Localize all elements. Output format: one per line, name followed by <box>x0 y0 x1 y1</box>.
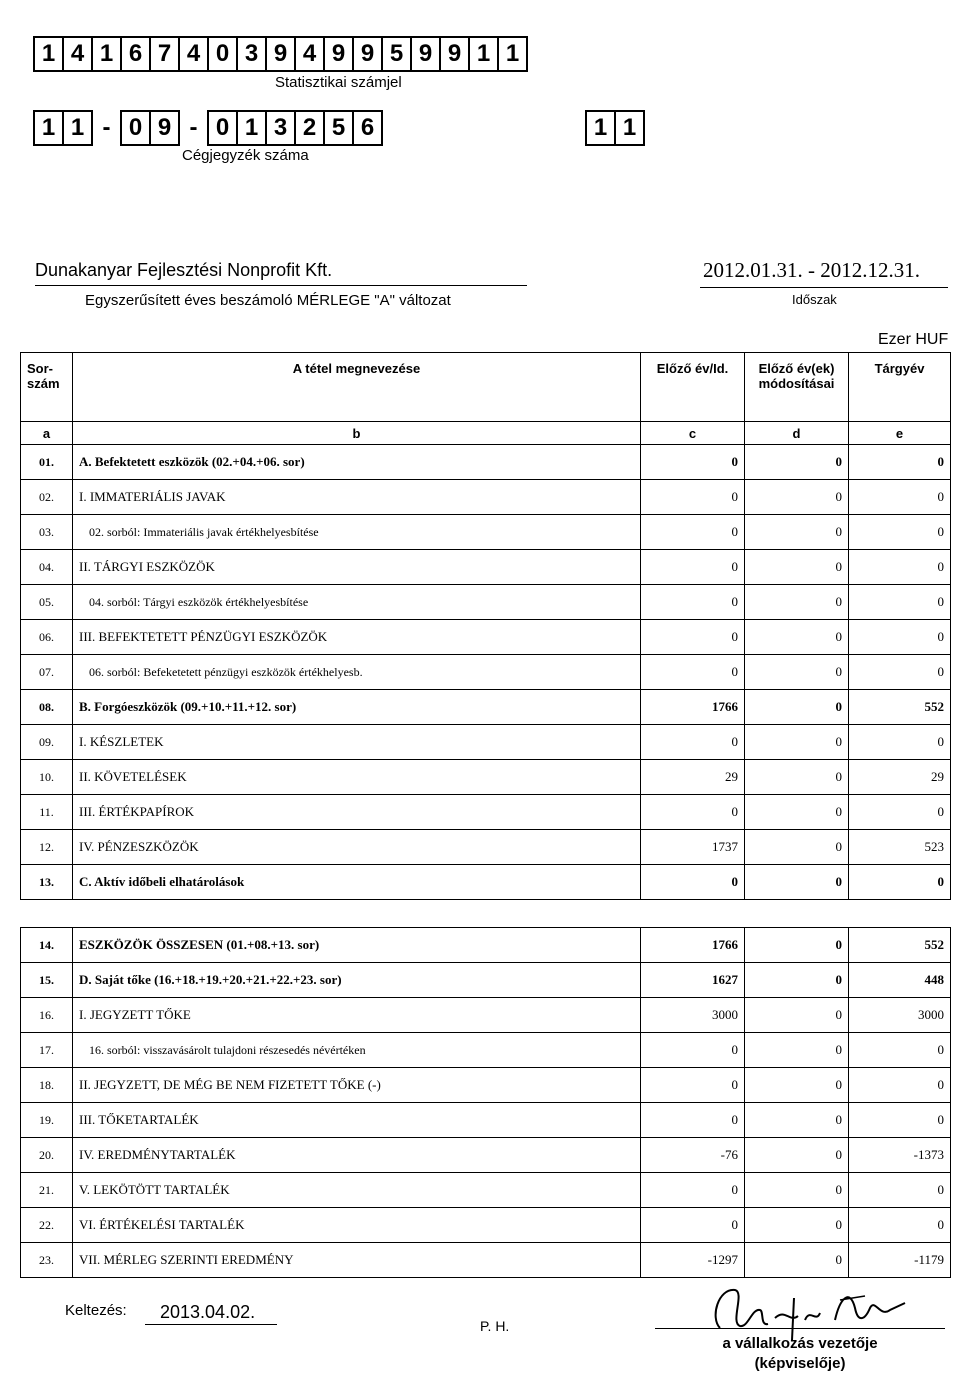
row-previous-year: 0 <box>641 620 745 655</box>
reg-number-digit: 9 <box>149 110 180 146</box>
date-label: Keltezés: <box>65 1302 127 1319</box>
row-current-year: 0 <box>849 550 951 585</box>
statistical-number-caption: Statisztikai számjel <box>275 74 402 91</box>
row-adjustments: 0 <box>745 550 849 585</box>
stat-number-digit: 1 <box>468 36 499 72</box>
stat-number-digit: 4 <box>294 36 325 72</box>
row-current-year: 552 <box>849 690 951 725</box>
row-item-name: VII. MÉRLEG SZERINTI EREDMÉNY <box>73 1243 641 1278</box>
row-current-year: 448 <box>849 963 951 998</box>
header-rule-left <box>35 285 527 286</box>
row-code: 14. <box>21 928 73 963</box>
row-item-name: II. TÁRGYI ESZKÖZÖK <box>73 550 641 585</box>
row-adjustments: 0 <box>745 795 849 830</box>
row-adjustments: 0 <box>745 830 849 865</box>
row-current-year: 0 <box>849 445 951 480</box>
row-adjustments: 0 <box>745 690 849 725</box>
row-previous-year: 0 <box>641 1068 745 1103</box>
row-previous-year: 0 <box>641 1173 745 1208</box>
row-code: 02. <box>21 480 73 515</box>
stat-number-digit: 1 <box>91 36 122 72</box>
row-code: 23. <box>21 1243 73 1278</box>
row-current-year: 0 <box>849 1033 951 1068</box>
registration-number <box>33 110 381 146</box>
reg-number-digit: 1 <box>33 110 64 146</box>
row-item-name: VI. ÉRTÉKELÉSI TARTALÉK <box>73 1208 641 1243</box>
row-item-name: II. JEGYZETT, DE MÉG BE NEM FIZETETT TŐKE (-) <box>73 1068 641 1103</box>
row-current-year: 0 <box>849 515 951 550</box>
row-code: 10. <box>21 760 73 795</box>
stat-number-digit: 6 <box>120 36 151 72</box>
table-row <box>21 1138 951 1173</box>
currency-unit: Ezer HUF <box>878 331 949 348</box>
row-item-name: 16. sorból: visszavásárolt tulajdoni részesedés névértéken <box>73 1033 641 1068</box>
row-item-name: II. KÖVETELÉSEK <box>73 760 641 795</box>
report-period: 2012.01.31. - 2012.12.31. <box>703 258 920 282</box>
table-row <box>21 585 951 620</box>
row-adjustments: 0 <box>745 725 849 760</box>
reg-number-digit: - <box>189 114 198 141</box>
stat-number-digit: 9 <box>410 36 441 72</box>
row-adjustments: 0 <box>745 445 849 480</box>
row-code: 06. <box>21 620 73 655</box>
table-row <box>21 1243 951 1278</box>
table-row <box>21 795 951 830</box>
row-current-year: 0 <box>849 1068 951 1103</box>
row-current-year: 0 <box>849 1173 951 1208</box>
row-item-name: B. Forgóeszközök (09.+10.+11.+12. sor) <box>73 690 641 725</box>
row-previous-year: 0 <box>641 550 745 585</box>
table-row <box>21 1208 951 1243</box>
period-label: Időszak <box>792 292 837 307</box>
row-item-name: IV. PÉNZESZKÖZÖK <box>73 830 641 865</box>
row-code: 04. <box>21 550 73 585</box>
row-code: 12. <box>21 830 73 865</box>
col-header-adjustments: Előző év(ek) módosításai <box>745 353 849 422</box>
row-code: 07. <box>21 655 73 690</box>
row-adjustments: 0 <box>745 1138 849 1173</box>
col-header-current-year: Tárgyév <box>849 353 951 422</box>
row-code: 20. <box>21 1138 73 1173</box>
row-item-name: ESZKÖZÖK ÖSSZESEN (01.+08.+13. sor) <box>73 928 641 963</box>
row-previous-year: 1737 <box>641 830 745 865</box>
row-code: 19. <box>21 1103 73 1138</box>
table-row <box>21 1173 951 1208</box>
reg-suffix-digit: 1 <box>585 110 616 146</box>
col-letter-d: d <box>745 422 849 445</box>
row-adjustments: 0 <box>745 585 849 620</box>
stat-number-digit: 1 <box>497 36 528 72</box>
reg-number-digit: 6 <box>352 110 383 146</box>
row-current-year: 29 <box>849 760 951 795</box>
registration-number-caption: Cégjegyzék száma <box>182 147 309 164</box>
table-row <box>21 760 951 795</box>
row-adjustments: 0 <box>745 480 849 515</box>
row-previous-year: 29 <box>641 760 745 795</box>
report-date: 2013.04.02. <box>160 1302 256 1322</box>
table-row <box>21 998 951 1033</box>
col-letter-a: a <box>21 422 73 445</box>
row-adjustments: 0 <box>745 620 849 655</box>
row-item-name: III. TŐKETARTALÉK <box>73 1103 641 1138</box>
row-item-name: III. BEFEKTETETT PÉNZÜGYI ESZKÖZÖK <box>73 620 641 655</box>
table-row <box>21 515 951 550</box>
col-header-row-number: Sor-szám <box>21 353 73 422</box>
row-previous-year: 0 <box>641 725 745 760</box>
row-current-year: -1373 <box>849 1138 951 1173</box>
col-letter-e: e <box>849 422 951 445</box>
stat-number-digit: 9 <box>323 36 354 72</box>
row-adjustments: 0 <box>745 1103 849 1138</box>
row-previous-year: 0 <box>641 585 745 620</box>
reg-number-digit: 0 <box>207 110 238 146</box>
row-adjustments: 0 <box>745 1208 849 1243</box>
balance-table-equity <box>20 927 951 1278</box>
table-row <box>21 480 951 515</box>
row-code: 03. <box>21 515 73 550</box>
row-previous-year: -76 <box>641 1138 745 1173</box>
row-previous-year: 0 <box>641 1033 745 1068</box>
row-code: 22. <box>21 1208 73 1243</box>
stat-number-digit: 9 <box>352 36 383 72</box>
row-current-year: 552 <box>849 928 951 963</box>
signer-title-line2: (képviselője) <box>754 1355 846 1372</box>
table-row <box>21 865 951 900</box>
row-item-name: A. Befektetett eszközök (02.+04.+06. sor) <box>73 445 641 480</box>
table-row <box>21 620 951 655</box>
row-adjustments: 0 <box>745 928 849 963</box>
row-previous-year: 1627 <box>641 963 745 998</box>
balance-table-assets <box>20 352 951 900</box>
row-adjustments: 0 <box>745 1243 849 1278</box>
company-name: Dunakanyar Fejlesztési Nonprofit Kft. <box>35 260 333 280</box>
table-row <box>21 725 951 760</box>
stat-number-digit: 0 <box>207 36 238 72</box>
row-previous-year: 0 <box>641 795 745 830</box>
table-row <box>21 445 951 480</box>
row-code: 17. <box>21 1033 73 1068</box>
table-row <box>21 1103 951 1138</box>
row-code: 13. <box>21 865 73 900</box>
col-letter-c: c <box>641 422 745 445</box>
reg-number-digit: 2 <box>294 110 325 146</box>
row-code: 09. <box>21 725 73 760</box>
row-current-year: 0 <box>849 725 951 760</box>
reg-number-digit: 0 <box>120 110 151 146</box>
registration-number-suffix <box>585 110 643 146</box>
date-underline <box>145 1324 277 1325</box>
row-previous-year: 3000 <box>641 998 745 1033</box>
row-adjustments: 0 <box>745 998 849 1033</box>
row-code: 16. <box>21 998 73 1033</box>
row-previous-year: 0 <box>641 655 745 690</box>
row-current-year: 0 <box>849 620 951 655</box>
reg-suffix-digit: 1 <box>614 110 645 146</box>
row-current-year: 0 <box>849 655 951 690</box>
row-current-year: 0 <box>849 865 951 900</box>
table-row <box>21 550 951 585</box>
row-code: 01. <box>21 445 73 480</box>
row-code: 21. <box>21 1173 73 1208</box>
row-previous-year: 0 <box>641 865 745 900</box>
row-item-name: V. LEKÖTÖTT TARTALÉK <box>73 1173 641 1208</box>
row-current-year: 0 <box>849 1103 951 1138</box>
row-current-year: 0 <box>849 795 951 830</box>
stat-number-digit: 4 <box>178 36 209 72</box>
row-current-year: 523 <box>849 830 951 865</box>
row-previous-year: 0 <box>641 480 745 515</box>
stat-number-digit: 9 <box>439 36 470 72</box>
row-item-name: 06. sorból: Befeketetett pénzügyi eszközök értékhelyesb. <box>73 655 641 690</box>
row-previous-year: 0 <box>641 515 745 550</box>
row-item-name: 02. sorból: Immateriális javak értékhelyesbítése <box>73 515 641 550</box>
reg-number-digit: 1 <box>62 110 93 146</box>
row-adjustments: 0 <box>745 1033 849 1068</box>
table-row <box>21 963 951 998</box>
row-item-name: I. KÉSZLETEK <box>73 725 641 760</box>
row-current-year: 0 <box>849 585 951 620</box>
row-adjustments: 0 <box>745 865 849 900</box>
row-current-year: 0 <box>849 1208 951 1243</box>
header-rule-right <box>700 287 948 288</box>
table-row <box>21 690 951 725</box>
column-letters-row <box>21 422 951 445</box>
reg-number-digit: - <box>102 114 111 141</box>
col-header-item-name: A tétel megnevezése <box>73 353 641 422</box>
row-code: 15. <box>21 963 73 998</box>
row-current-year: 3000 <box>849 998 951 1033</box>
reg-number-digit: 3 <box>265 110 296 146</box>
row-adjustments: 0 <box>745 1173 849 1208</box>
table-row <box>21 830 951 865</box>
row-previous-year: 1766 <box>641 690 745 725</box>
table-row <box>21 928 951 963</box>
row-adjustments: 0 <box>745 515 849 550</box>
row-adjustments: 0 <box>745 655 849 690</box>
col-letter-b: b <box>73 422 641 445</box>
row-item-name: III. ÉRTÉKPAPÍROK <box>73 795 641 830</box>
row-item-name: C. Aktív időbeli elhatárolások <box>73 865 641 900</box>
row-code: 05. <box>21 585 73 620</box>
stat-number-digit: 5 <box>381 36 412 72</box>
signer-title <box>700 1334 900 1374</box>
row-adjustments: 0 <box>745 760 849 795</box>
row-previous-year: 0 <box>641 445 745 480</box>
table-row <box>21 1068 951 1103</box>
row-current-year: 0 <box>849 480 951 515</box>
row-item-name: I. JEGYZETT TŐKE <box>73 998 641 1033</box>
table-header-row <box>21 353 951 422</box>
stamp-placeholder: P. H. <box>480 1318 510 1334</box>
stat-number-digit: 3 <box>236 36 267 72</box>
row-previous-year: 1766 <box>641 928 745 963</box>
row-previous-year: 0 <box>641 1208 745 1243</box>
row-code: 18. <box>21 1068 73 1103</box>
statistical-number <box>33 36 526 72</box>
row-item-name: IV. EREDMÉNYTARTALÉK <box>73 1138 641 1173</box>
row-item-name: I. IMMATERIÁLIS JAVAK <box>73 480 641 515</box>
row-adjustments: 0 <box>745 1068 849 1103</box>
row-code: 11. <box>21 795 73 830</box>
col-header-previous-year: Előző év/Id. <box>641 353 745 422</box>
report-subtitle: Egyszerűsített éves beszámoló MÉRLEGE "A" változat <box>85 292 451 309</box>
reg-number-digit: 1 <box>236 110 267 146</box>
table-row <box>21 1033 951 1068</box>
row-previous-year: -1297 <box>641 1243 745 1278</box>
stat-number-digit: 4 <box>62 36 93 72</box>
row-current-year: -1179 <box>849 1243 951 1278</box>
signer-title-line1: a vállalkozás vezetője <box>722 1335 878 1352</box>
row-item-name: D. Saját tőke (16.+18.+19.+20.+21.+22.+23. sor) <box>73 963 641 998</box>
reg-number-digit: 5 <box>323 110 354 146</box>
stat-number-digit: 9 <box>265 36 296 72</box>
table-row <box>21 655 951 690</box>
row-adjustments: 0 <box>745 963 849 998</box>
stat-number-digit: 1 <box>33 36 64 72</box>
stat-number-digit: 7 <box>149 36 180 72</box>
row-code: 08. <box>21 690 73 725</box>
row-previous-year: 0 <box>641 1103 745 1138</box>
row-item-name: 04. sorból: Tárgyi eszközök értékhelyesbítése <box>73 585 641 620</box>
